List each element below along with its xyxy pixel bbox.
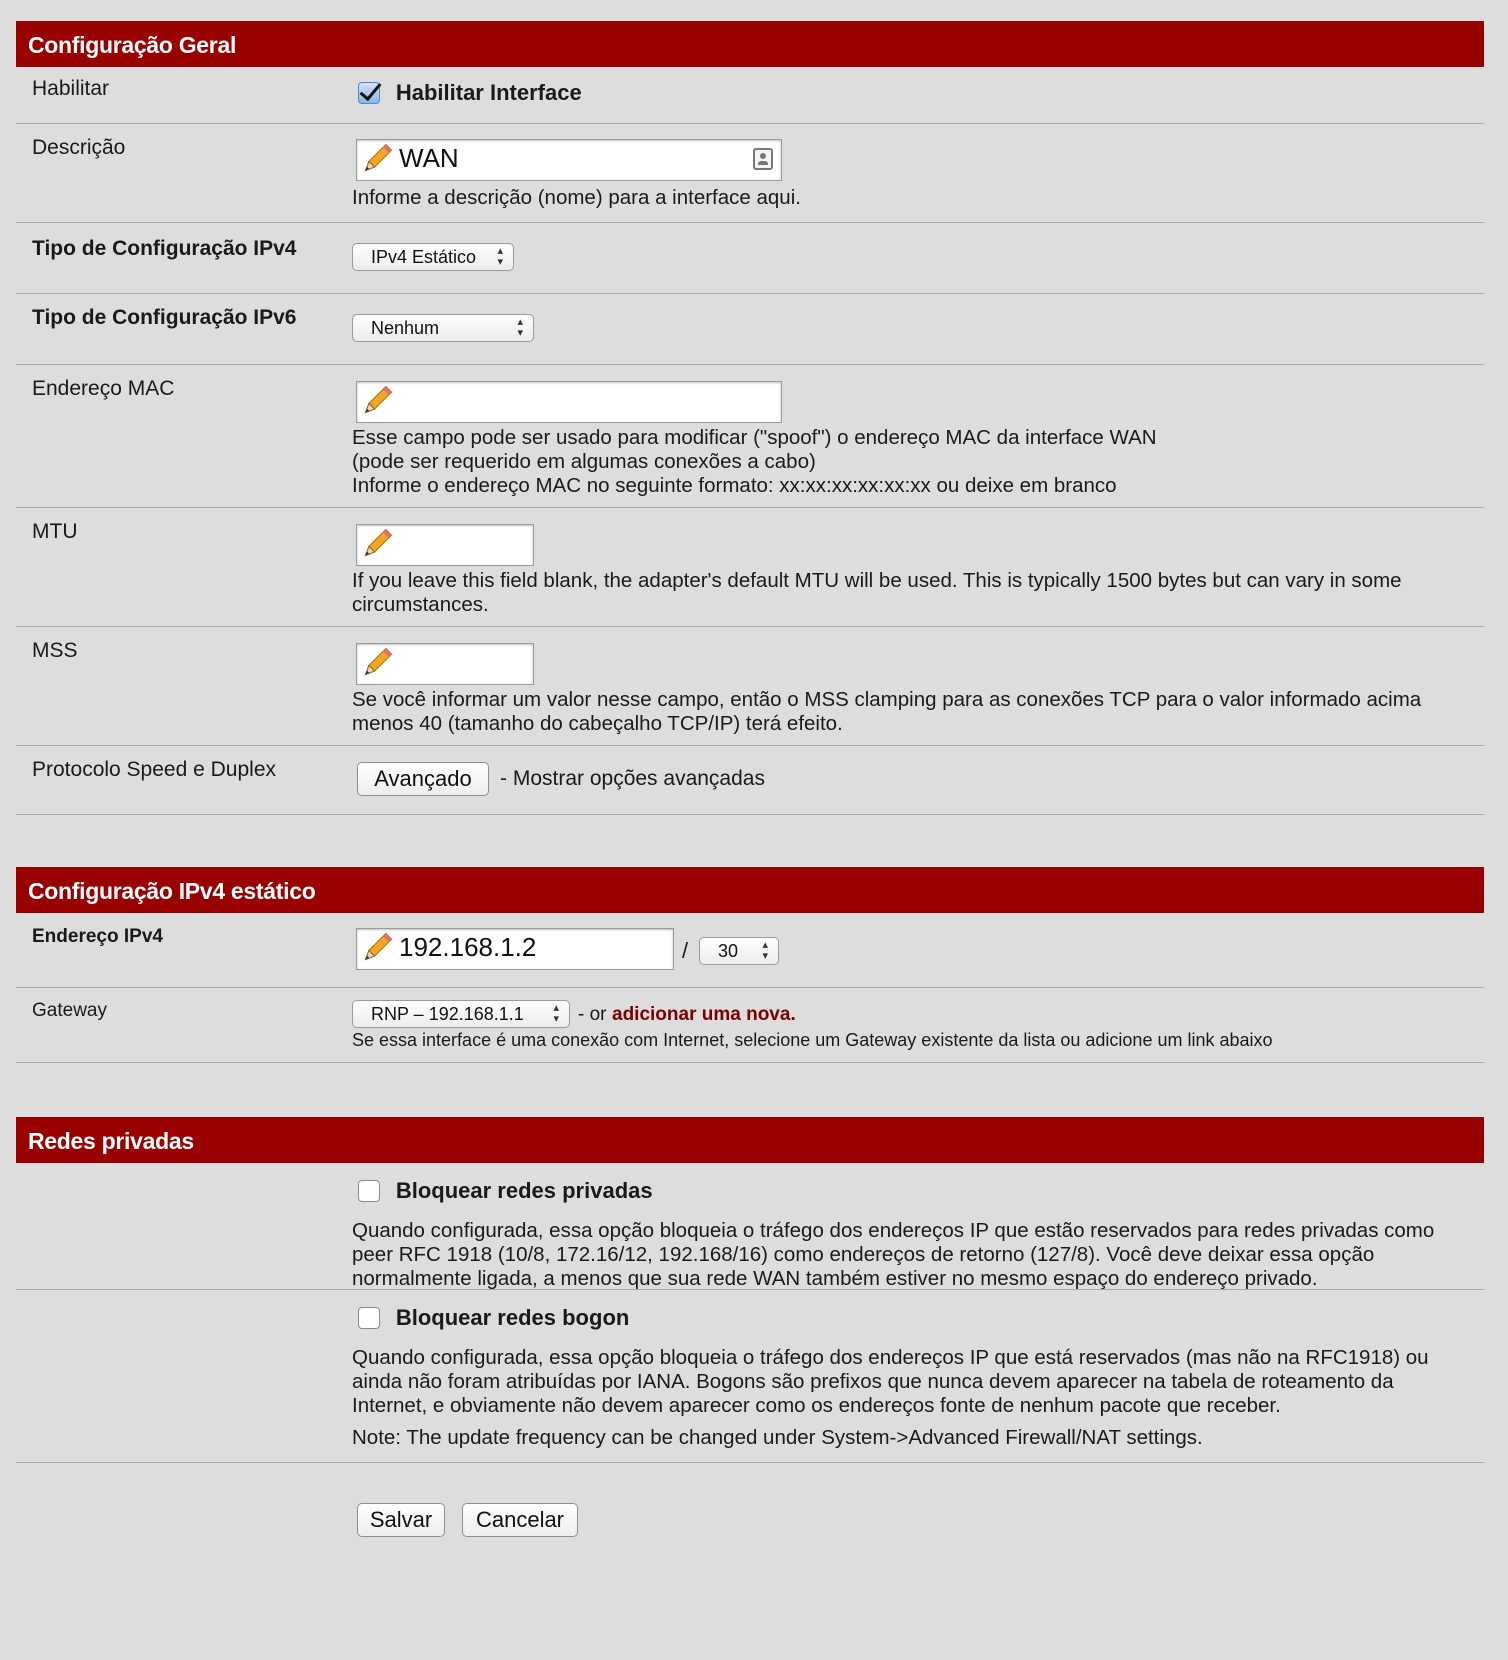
section-header-private: Redes privadas xyxy=(16,1117,1484,1163)
ipv4-type-select[interactable] xyxy=(352,243,514,271)
mss-label: MSS xyxy=(32,639,78,662)
enable-content xyxy=(336,67,1484,123)
mtu-input[interactable] xyxy=(356,524,534,566)
row-mtu xyxy=(16,508,1484,627)
block-bogon-help: Quando configurada, essa opção bloqueia o tráfego dos endereços IP que está reservados (mas não na RFC1918) ou ainda não foram atribuídas por IANA. Bogons são prefixos que nunca devem aparecer na tabela de roteamento da Internet, e obviamente não devem aparecer como os endereços fonte de nenhum pacote que receber. xyxy=(352,1346,1429,1417)
save-button[interactable]: Salvar xyxy=(357,1503,445,1537)
pencil-icon xyxy=(360,648,392,680)
block-private-help: Quando configurada, essa opção bloqueia o tráfego dos endereços IP que estão reservados para redes privadas como peer RFC 1918 (10/8, 172.16/12, 192.168/16) como endereços de retorno (127/8). Você deve deixar essa opção normalmente ligada, a menos que sua rede WAN também estiver no mesmo espaço do endereço privado. xyxy=(352,1219,1435,1290)
row-ipv4-type xyxy=(16,223,1484,294)
gateway-help: Se essa interface é uma conexão com Internet, selecione um Gateway existente da lista ou adicione um link abaixo xyxy=(352,1030,1273,1050)
speed-duplex-content xyxy=(336,746,1484,814)
speed-duplex-label: Protocolo Speed e Duplex xyxy=(32,758,276,781)
form-container xyxy=(16,21,1484,1563)
description-value: WAN xyxy=(399,143,459,173)
select-arrows-icon: ▴ ▾ xyxy=(762,939,768,962)
row-mac xyxy=(16,365,1484,508)
pencil-icon xyxy=(360,144,392,176)
select-arrows-icon: ▴ ▾ xyxy=(553,1002,559,1025)
ipv4-address-value: 192.168.1.2 xyxy=(399,932,537,962)
mtu-label: MTU xyxy=(32,520,78,543)
block-bogon-checkbox[interactable] xyxy=(358,1307,380,1329)
block-bogon-label-empty xyxy=(16,1290,336,1462)
row-speed-duplex xyxy=(16,746,1484,815)
description-content xyxy=(336,124,1484,222)
ipv4-type-content xyxy=(336,223,1484,293)
pencil-icon xyxy=(360,386,392,418)
block-bogon-content xyxy=(336,1290,1484,1462)
gateway-select[interactable] xyxy=(352,1000,570,1028)
block-bogon-note: Note: The update frequency can be changed under System->Advanced Firewall/NAT settings. xyxy=(352,1426,1203,1449)
section-header-general: Configuração Geral xyxy=(16,21,1484,67)
ipv4-address-input[interactable] xyxy=(356,928,674,970)
ipv4-type-value: IPv4 Estático xyxy=(371,247,477,267)
mss-input[interactable] xyxy=(356,643,534,685)
mac-help xyxy=(352,426,1157,498)
row-mss xyxy=(16,627,1484,746)
ipv4-address-content xyxy=(336,913,1484,987)
cancel-button[interactable]: Cancelar xyxy=(462,1503,578,1537)
block-private-label-empty xyxy=(16,1163,336,1289)
ipv6-type-label: Tipo de Configuração IPv6 xyxy=(32,306,297,329)
subnet-mask-value: 30 xyxy=(718,941,739,961)
ipv6-type-select[interactable] xyxy=(352,314,534,342)
enable-interface-checkbox[interactable] xyxy=(358,82,380,104)
block-bogon-label: Bloquear redes bogon xyxy=(395,1305,630,1331)
subnet-mask-select[interactable] xyxy=(699,937,779,965)
select-arrows-icon: ▴ ▾ xyxy=(497,245,503,268)
description-label: Descrição xyxy=(32,136,126,159)
row-description xyxy=(16,124,1484,223)
pencil-icon xyxy=(360,933,392,965)
mac-input[interactable] xyxy=(356,381,782,423)
mac-label: Endereço MAC xyxy=(32,377,175,400)
add-gateway-link[interactable]: adicionar uma nova. xyxy=(612,1004,796,1025)
block-private-label: Bloquear redes privadas xyxy=(395,1178,653,1204)
form-actions xyxy=(16,1463,1484,1563)
advanced-button[interactable]: Avançado xyxy=(357,762,489,796)
mtu-help: If you leave this field blank, the adapter's default MTU will be used. This is typically 1500 bytes but can vary in some circumstances. xyxy=(352,569,1402,616)
row-block-bogon xyxy=(16,1290,1484,1463)
mss-content xyxy=(336,627,1484,745)
row-enable xyxy=(16,67,1484,124)
pencil-icon xyxy=(360,529,392,561)
ipv4-type-label: Tipo de Configuração IPv4 xyxy=(32,237,297,260)
gateway-label: Gateway xyxy=(32,1000,107,1021)
ipv6-type-content xyxy=(336,294,1484,364)
spacer xyxy=(16,815,1484,867)
section-header-ipv4: Configuração IPv4 estático xyxy=(16,867,1484,913)
spacer xyxy=(16,1063,1484,1117)
description-input[interactable] xyxy=(356,139,782,181)
mac-help-line3: Informe o endereço MAC no seguinte formato: xx:xx:xx:xx:xx:xx ou deixe em branco xyxy=(352,474,1117,497)
block-private-content xyxy=(336,1163,1484,1289)
block-bogon-option xyxy=(358,1306,629,1330)
select-arrows-icon: ▴ ▾ xyxy=(517,316,523,339)
block-private-option xyxy=(358,1179,653,1203)
ipv6-type-value: Nenhum xyxy=(371,318,440,338)
row-ipv4-address xyxy=(16,913,1484,988)
block-private-checkbox[interactable] xyxy=(358,1180,380,1202)
row-ipv6-type xyxy=(16,294,1484,365)
enable-label: Habilitar xyxy=(32,77,110,100)
gateway-value: RNP – 192.168.1.1 xyxy=(371,1004,524,1024)
subnet-slash: / xyxy=(682,938,689,963)
mac-content xyxy=(336,365,1484,507)
description-help: Informe a descrição (nome) para a interface aqui. xyxy=(352,186,801,209)
advanced-text: - Mostrar opções avançadas xyxy=(500,767,765,790)
mtu-content xyxy=(336,508,1484,626)
row-block-private xyxy=(16,1163,1484,1290)
mac-help-line1: Esse campo pode ser usado para modificar ("spoof") o endereço MAC da interface WAN xyxy=(352,426,1157,449)
contact-card-icon[interactable] xyxy=(753,148,773,170)
mss-help: Se você informar um valor nesse campo, então o MSS clamping para as conexões TCP para o valor informado acima menos 40 (tamanho do cabeçalho TCP/IP) terá efeito. xyxy=(352,688,1422,735)
gateway-or-text: - or xyxy=(578,1004,607,1025)
row-gateway xyxy=(16,988,1484,1063)
mac-help-line2: (pode ser requerido em algumas conexões a cabo) xyxy=(352,450,816,473)
gateway-content xyxy=(336,988,1484,1062)
ipv4-address-label: Endereço IPv4 xyxy=(32,926,163,947)
enable-interface-label: Habilitar Interface xyxy=(395,80,582,106)
